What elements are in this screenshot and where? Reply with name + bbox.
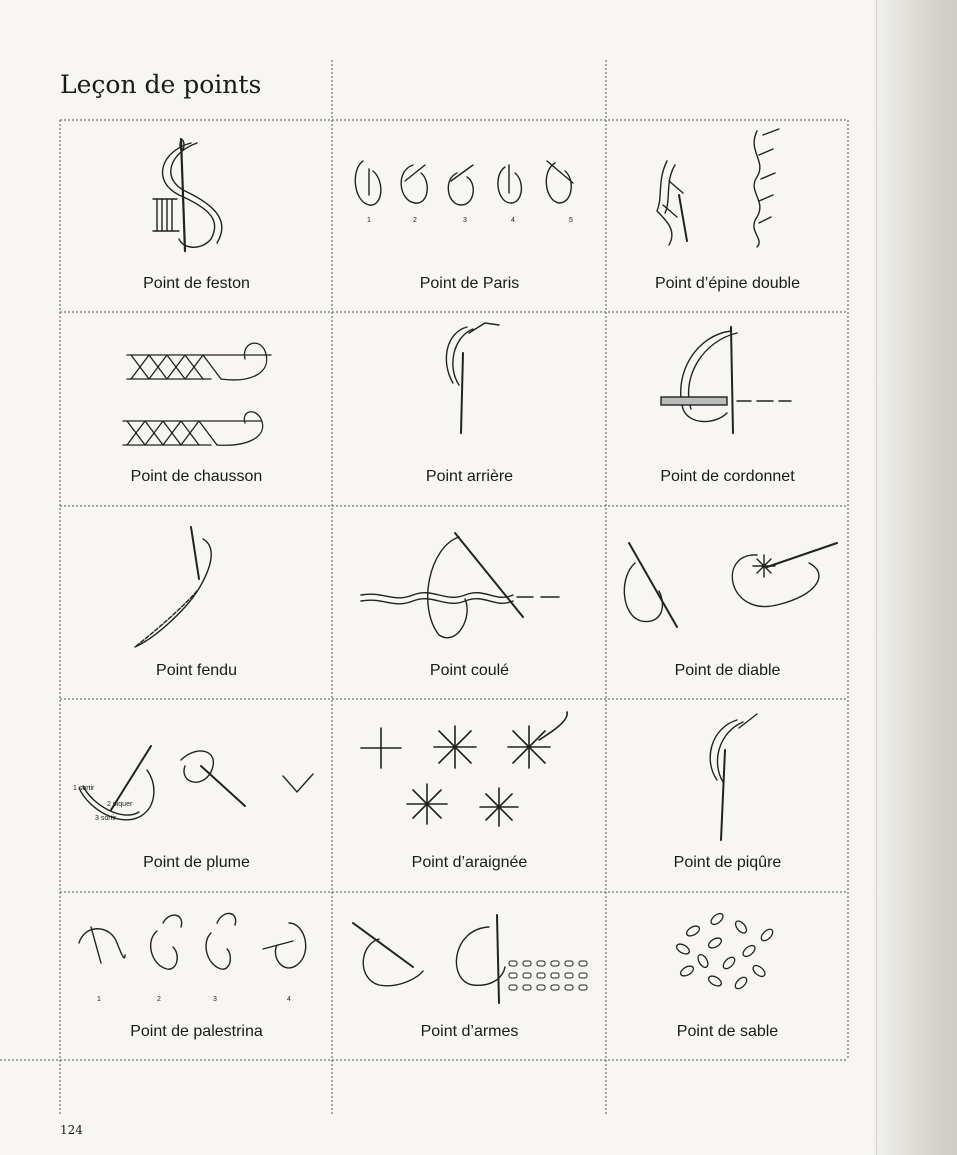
stitch-label: Point d’araignée — [411, 854, 528, 871]
stitch-card — [333, 313, 606, 506]
stitch-card — [607, 700, 848, 892]
stitch-card — [61, 313, 332, 506]
stitch-label: Point d’armes — [420, 1023, 519, 1040]
stitch-card — [607, 121, 848, 312]
stitch-label: Point de piqûre — [673, 854, 782, 871]
stitch-label: Point de feston — [143, 275, 250, 292]
svg-text:2 piquer: 2 piquer — [107, 801, 133, 808]
stitch-card — [61, 893, 332, 1060]
stitch-card — [61, 700, 332, 892]
svg-text:3: 3 — [213, 996, 217, 1003]
stitch-label: Point de sable — [676, 1023, 779, 1040]
stitch-label: Point arrière — [425, 468, 514, 485]
stitch-label: Point de diable — [674, 662, 781, 679]
stitch-card — [333, 700, 606, 892]
stitch-label: Point de chausson — [130, 468, 263, 485]
svg-text:3 sortir: 3 sortir — [95, 815, 117, 822]
stitch-card — [61, 507, 332, 699]
svg-text:4: 4 — [287, 996, 291, 1003]
stitch-label: Point de plume — [143, 854, 250, 871]
svg-text:2: 2 — [157, 996, 161, 1003]
stitch-card — [333, 507, 606, 699]
stitch-card — [607, 313, 848, 506]
stitch-label: Point de cordonnet — [660, 468, 795, 485]
svg-text:1: 1 — [97, 996, 101, 1003]
stitch-card — [61, 121, 332, 312]
stitch-card — [607, 507, 848, 699]
svg-text:4: 4 — [511, 217, 515, 224]
stitch-card — [607, 893, 848, 1060]
svg-text:1: 1 — [367, 217, 371, 224]
stitch-card — [333, 121, 606, 312]
svg-text:1 sortir: 1 sortir — [73, 785, 95, 792]
stitch-label: Point de Paris — [419, 275, 520, 292]
stitch-card — [333, 893, 606, 1060]
stitch-label: Point coulé — [429, 662, 510, 679]
page-title: Leçon de points — [60, 70, 262, 99]
stitch-label: Point fendu — [156, 662, 237, 679]
page-number: 124 — [60, 1123, 83, 1137]
stitch-label: Point d’épine double — [654, 275, 800, 292]
svg-text:5: 5 — [569, 217, 573, 224]
svg-text:3: 3 — [463, 217, 467, 224]
stitch-label: Point de palestrina — [130, 1023, 263, 1040]
svg-text:2: 2 — [413, 217, 417, 224]
